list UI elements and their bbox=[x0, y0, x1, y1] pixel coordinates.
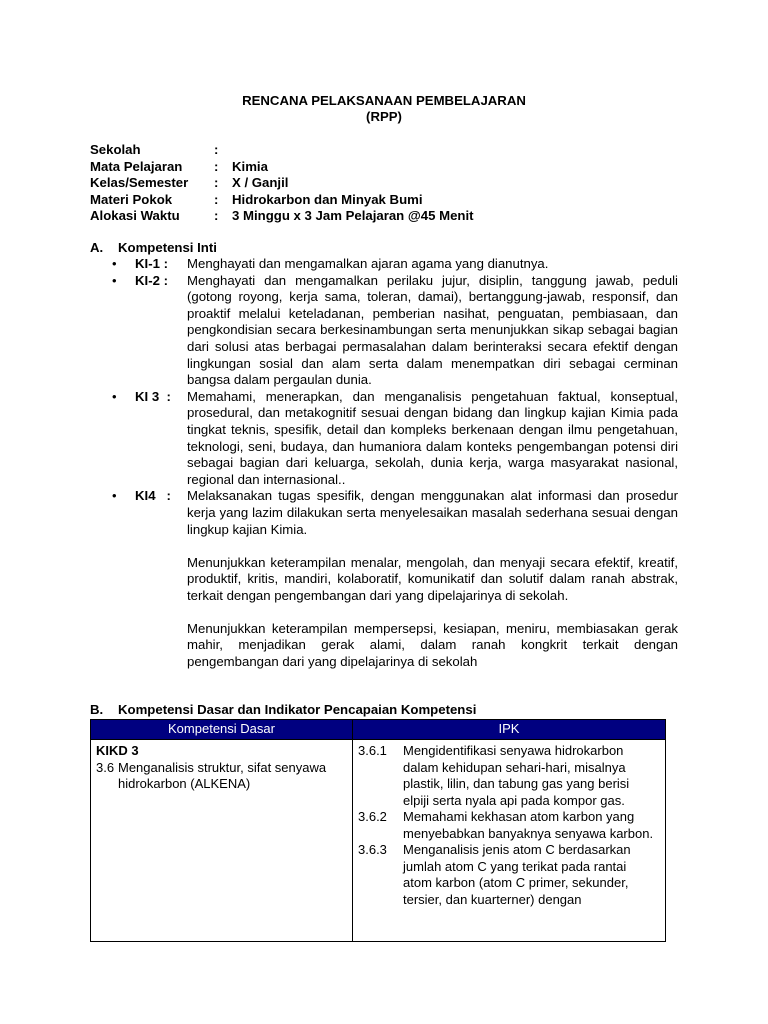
ki-text: Melaksanakan tugas spesifik, dengan menggunakan alat informasi dan prosedur kerja yang lazim dilakukan serta menyelesaikan masalah sederhana sesuai dengan lingkup kajian Kimia. bbox=[187, 488, 678, 537]
ipk-number: 3.6.1 bbox=[358, 743, 387, 758]
ki-text-block bbox=[187, 488, 678, 670]
table-header-ipk: IPK bbox=[353, 720, 666, 740]
identity-label: Kelas/Semester bbox=[90, 175, 189, 190]
identity-block bbox=[90, 142, 474, 225]
table-row bbox=[91, 740, 666, 942]
ipk-number: 3.6.3 bbox=[358, 842, 387, 857]
identity-label: Sekolah bbox=[90, 142, 141, 157]
table-header-row bbox=[91, 720, 666, 740]
identity-row-materi-pokok bbox=[90, 192, 474, 209]
ki-text: Menghayati dan mengamalkan ajaran agama yang dianutnya. bbox=[187, 256, 549, 271]
identity-row-mata-pelajaran bbox=[90, 159, 474, 176]
ipk-text: Memahami kekhasan atom karbon yang menyebabkan banyaknya senyawa karbon. bbox=[403, 809, 654, 841]
identity-value: X / Ganjil bbox=[232, 175, 289, 190]
ki-code: KI4 : bbox=[135, 488, 171, 504]
identity-colon: : bbox=[214, 158, 219, 174]
section-letter: A. bbox=[90, 240, 104, 255]
list-item-ki-2 bbox=[112, 273, 682, 389]
ki-text: Memahami, menerapkan, dan menganalisis pengetahuan faktual, konseptual, prosedural, dan metakognitif sesuai dengan bidang dan lingkup kajian Kimia pada tingkat teknis, spesifik, detail dan kompleks berkenaan dengan ilmu pengetahuan, teknologi, seni, budaya, dan humaniora dalam konteks pengembangan potensi diri sebagai bagian dari keluarga, sekolah, dunia kerja, warga masyarakat nasional, regional dan internasional.. bbox=[187, 388, 678, 487]
ipk-text: Mengidentifikasi senyawa hidrokarbon dalam kehidupan sehari-hari, misalnya plastik, lilin, dan tabung gas yang berisi elpiji serta nyala api pada kompor gas. bbox=[403, 743, 630, 808]
document-subtitle: (RPP) bbox=[366, 109, 402, 124]
identity-row-sekolah bbox=[90, 142, 474, 159]
identity-colon: : bbox=[214, 142, 219, 157]
bullet-icon: • bbox=[112, 256, 117, 271]
identity-label: Alokasi Waktu bbox=[90, 208, 180, 223]
list-item-ki-4 bbox=[112, 488, 682, 670]
section-letter: B. bbox=[90, 702, 104, 717]
list-item-ki-3 bbox=[112, 389, 682, 489]
identity-label: Materi Pokok bbox=[90, 191, 173, 207]
ki-code: KI 3 : bbox=[135, 388, 171, 404]
ki-code: KI-1 : bbox=[135, 256, 168, 271]
ki-paragraph: Menunjukkan keterampilan menalar, mengolah, dan menyaji secara efektif, kreatif, produktif, kritis, mandiri, kolaboratif, komunikatif dan solutif dalam ranah abstrak, terkait dengan pengembangan dari yang dipelajarinya di sekolah. bbox=[187, 554, 678, 603]
section-b-heading bbox=[90, 702, 476, 719]
identity-label: Mata Pelajaran bbox=[90, 158, 183, 174]
ki-code: KI-2 : bbox=[135, 272, 168, 288]
identity-value: Hidrokarbon dan Minyak Bumi bbox=[232, 191, 423, 207]
ki-text: Menghayati dan mengamalkan perilaku jujur, disiplin, tanggung jawab, peduli (gotong royong, kerja sama, toleran, damai), bertanggung-jawab, responsif, dan proaktif melalui keteladanan, pemberian nasihat, penguatan, pembiasaan, dan pengkondisian secara berkesinambungan serta menunjukkan sikap sebagai bagian dari solusi atas berbagai permasalahan dalam berinteraksi secara efektif dengan lingkungan sosial dan alam serta dalam menempatkan diri sebagai cerminan bangsa dalam pergaulan dunia. bbox=[187, 272, 678, 388]
kd-ipk-table bbox=[90, 719, 666, 942]
list-item-ki-1 bbox=[112, 256, 682, 273]
identity-colon: : bbox=[214, 191, 219, 207]
kikd-label: KIKD 3 bbox=[96, 743, 139, 758]
section-title: Kompetensi Dasar dan Indikator Pencapaian Kompetensi bbox=[118, 702, 477, 717]
kd-item bbox=[96, 760, 348, 793]
ipk-item bbox=[358, 743, 661, 809]
ipk-text: Menganalisis jenis atom C berdasarkan jumlah atom C yang terikat pada rantai atom karbon (atom C primer, sekunder, tersier, dan kuarterner) dengan bbox=[403, 842, 631, 907]
kd-cell bbox=[91, 740, 353, 942]
ipk-cell bbox=[353, 740, 666, 942]
kd-text: Menganalisis struktur, sifat senyawa hidrokarbon (ALKENA) bbox=[118, 759, 327, 791]
identity-colon: : bbox=[214, 175, 219, 190]
section-a-heading bbox=[90, 240, 217, 257]
kd-number: 3.6 bbox=[96, 759, 115, 775]
document-title: RENCANA PELAKSANAAN PEMBELAJARAN bbox=[242, 93, 526, 108]
bullet-icon: • bbox=[112, 388, 117, 404]
bullet-icon: • bbox=[112, 488, 117, 504]
bullet-icon: • bbox=[112, 272, 117, 288]
ki-paragraph: Menunjukkan keterampilan mempersepsi, kesiapan, meniru, membiasakan gerak mahir, menjadikan gerak alami, dalam ranah kongkrit terkait dengan pengembangan dari yang dipelajarinya di sekolah bbox=[187, 620, 678, 670]
kompetensi-inti-list bbox=[112, 256, 682, 671]
ipk-item bbox=[358, 809, 661, 842]
identity-value: Kimia bbox=[232, 158, 268, 174]
table-header-kd: Kompetensi Dasar bbox=[91, 720, 353, 740]
identity-value: 3 Minggu x 3 Jam Pelajaran @45 Menit bbox=[232, 208, 474, 223]
identity-colon: : bbox=[214, 208, 219, 223]
ipk-item bbox=[358, 842, 661, 908]
identity-row-kelas-semester bbox=[90, 175, 474, 192]
section-title: Kompetensi Inti bbox=[118, 240, 217, 255]
ipk-number: 3.6.2 bbox=[358, 809, 387, 824]
identity-row-alokasi-waktu bbox=[90, 208, 474, 225]
